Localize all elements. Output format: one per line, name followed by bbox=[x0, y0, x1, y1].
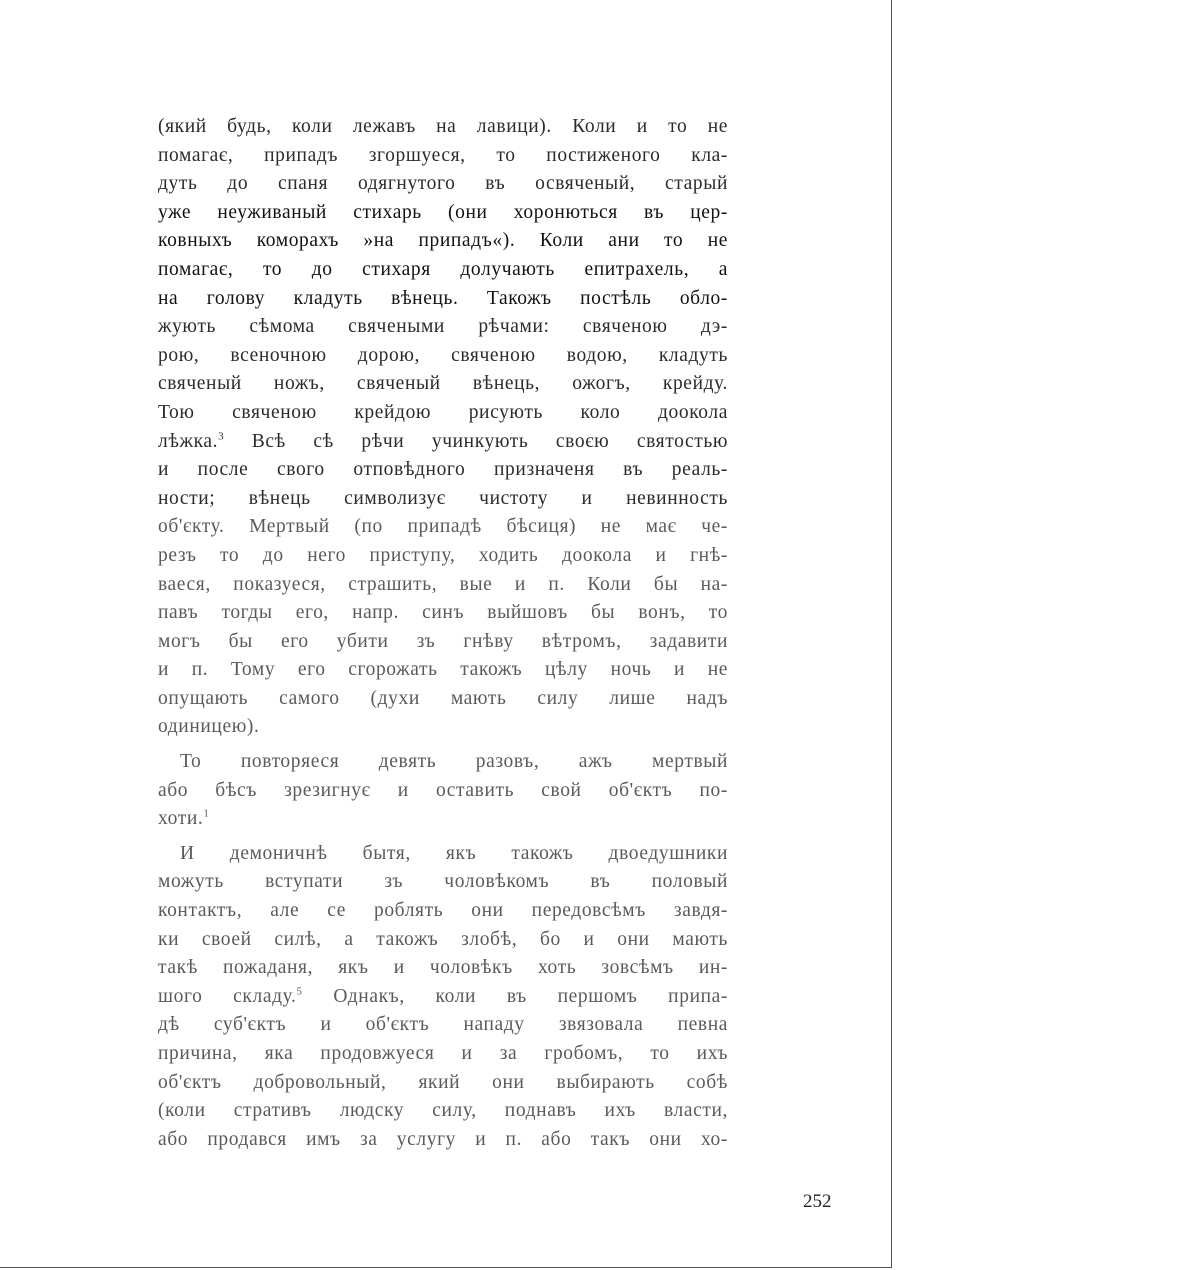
text-line: уже неуживаный стихарь (они хоронються въ цер- bbox=[158, 201, 728, 223]
text-line: ваеся, показуеся, страшить, вые и п. Коли бы на- bbox=[158, 573, 728, 595]
text-line: опущають самого (духи мають силу лише надъ bbox=[158, 687, 728, 709]
text-fragment: Всѣ сѣ рѣчи учинкують своєю святостью bbox=[251, 430, 728, 452]
text-line bbox=[158, 428, 728, 457]
text-line: могъ бы его убити зъ гнѣву вѣтромъ, задавити bbox=[158, 630, 728, 652]
text-line: або продався имъ за услугу и п. або такъ они хо- bbox=[158, 1128, 728, 1150]
text-line: одиницею). bbox=[158, 716, 260, 738]
text-line: и после свого отповѣдного призначеня въ реаль- bbox=[158, 459, 728, 481]
text-line: жують сѣмома свячеными рѣчами: свяченою дэ- bbox=[158, 316, 728, 338]
text-line: помагає, то до стихаря долучають епитрахель, а bbox=[158, 258, 728, 280]
text-line: рою, всеночною дорою, свяченою водою, кладуть bbox=[158, 344, 728, 366]
text-fragment: Однакъ, коли въ першомъ припа- bbox=[333, 985, 728, 1007]
text-line: або бѣсъ зрезигнує и оставить свой об'єктъ по- bbox=[158, 779, 728, 801]
text-line bbox=[158, 983, 728, 1012]
text-line: на голову кладуть вѣнець. Такожъ постѣль обло- bbox=[158, 287, 728, 309]
text-line: ности; вѣнець символизує чистоту и невинность bbox=[158, 487, 728, 509]
text-line: такѣ пожаданя, якъ и чоловѣкъ хоть зовсѣмъ ин- bbox=[158, 957, 728, 979]
text-line: причина, яка продовжуеся и за гробомъ, то ихъ bbox=[158, 1043, 728, 1064]
text-line: ковныхъ коморахъ »на припадъ«). Коли ани то не bbox=[158, 230, 728, 252]
text-fragment: шого складу. bbox=[158, 985, 297, 1007]
text-line: (коли стративъ людску силу, поднавъ ихъ власти, bbox=[158, 1100, 728, 1122]
body-text bbox=[158, 113, 728, 1154]
text-line: ки своей силѣ, а такожъ злобѣ, бо и они мають bbox=[158, 928, 728, 950]
footnote-mark: 5 bbox=[296, 985, 303, 998]
text-line: Тою свяченою крейдою рисують коло доокола bbox=[158, 401, 728, 423]
footnote-mark: 1 bbox=[203, 807, 210, 820]
text-line bbox=[158, 805, 728, 834]
text-line: можуть вступати зъ чоловѣкомъ въ половый bbox=[158, 871, 728, 893]
text-line: резъ то до него приступу, ходить доокола и гнѣ- bbox=[158, 544, 728, 566]
text-line: свяченый ножъ, свяченый вѣнець, ожогъ, крейду. bbox=[158, 373, 728, 395]
text-fragment: хоти. bbox=[158, 808, 204, 830]
footnote-mark: 3 bbox=[218, 430, 225, 443]
text-line: павъ тогды его, напр. синъ выйшовъ бы вонъ, то bbox=[158, 602, 728, 624]
text-line: дуть до спаня одягнутого въ освяченый, старый bbox=[158, 173, 728, 195]
text-line: И демоничнѣ бытя, якъ такожъ двоедушники bbox=[180, 842, 728, 864]
text-line: дѣ суб'єктъ и об'єктъ нападу звязовала певна bbox=[158, 1014, 728, 1036]
text-line: об'єктъ добровольный, який они выбирають собѣ bbox=[158, 1071, 728, 1093]
page-number: 252 bbox=[803, 1191, 832, 1212]
text-line: помагає, припадъ згоршуеся, то постиженого кла- bbox=[158, 144, 728, 166]
text-line: То повторяеся девять разовъ, ажъ мертвый bbox=[180, 751, 728, 773]
text-line: и п. Тому его сгорожать такожъ цѣлу ночь и не bbox=[158, 659, 728, 681]
text-line: об'єкту. Мертвый (по припадѣ бѣсиця) не має че- bbox=[158, 516, 728, 538]
text-line: (який будь, коли лежавъ на лавици). Коли и то не bbox=[158, 116, 728, 137]
text-fragment: лѣжка. bbox=[158, 430, 219, 452]
text-line: контактъ, але се роблять они передовсѣмъ завдя- bbox=[158, 900, 728, 922]
